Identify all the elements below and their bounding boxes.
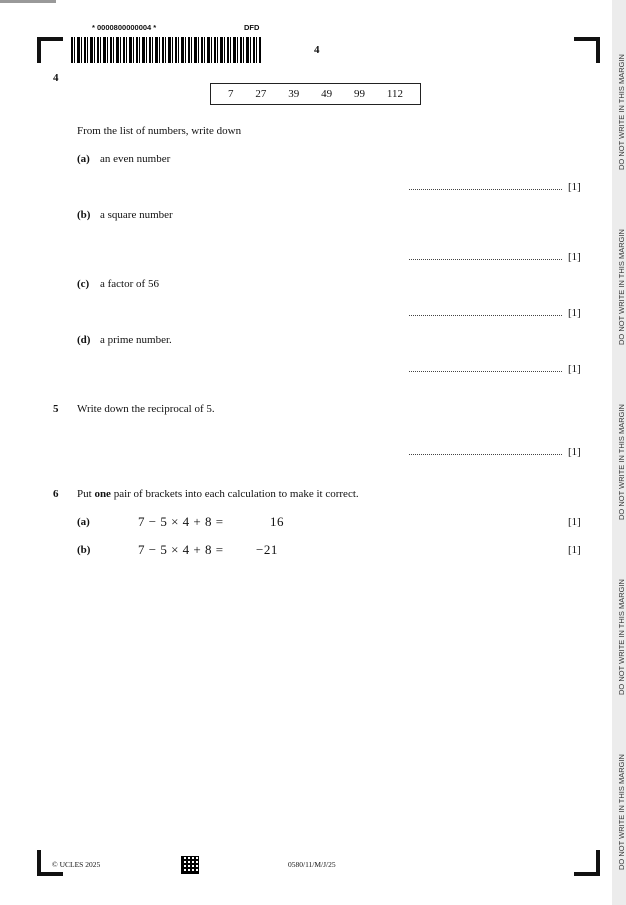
mark-4b: [1] bbox=[568, 251, 581, 263]
expression-6a: 7 − 5 × 4 + 8 = bbox=[138, 514, 224, 529]
mark-6a: [1] bbox=[568, 516, 581, 528]
copyright: © UCLES 2025 bbox=[52, 860, 101, 869]
result-6b: −21 bbox=[256, 542, 278, 557]
qr-code-image bbox=[182, 857, 198, 873]
number-item: 39 bbox=[288, 88, 300, 100]
question4-intro: From the list of numbers, write down bbox=[77, 125, 242, 137]
barcode-image bbox=[71, 37, 261, 63]
result-6a: 16 bbox=[270, 514, 284, 529]
barcode-code: DFD bbox=[244, 23, 260, 32]
paper-code: 0580/11/M/J/25 bbox=[288, 860, 336, 869]
margin-warning-4: DO NOT WRITE IN THIS MARGIN bbox=[617, 579, 626, 695]
part-label-6a: (a) bbox=[77, 516, 90, 528]
mark-4c: [1] bbox=[568, 307, 581, 319]
page-number-left: 4 bbox=[53, 72, 59, 84]
answer-line-4a[interactable] bbox=[409, 189, 562, 190]
number-item: 49 bbox=[321, 88, 333, 100]
part-label-4a: (a) bbox=[77, 153, 90, 165]
part-label-4c: (c) bbox=[77, 278, 90, 290]
mark-4a: [1] bbox=[568, 181, 581, 193]
answer-line-4d[interactable] bbox=[409, 371, 562, 372]
answer-line-4b[interactable] bbox=[409, 259, 562, 260]
question6-text-bold: one bbox=[94, 488, 111, 500]
question6-text bbox=[77, 488, 359, 500]
number-list-box bbox=[210, 83, 421, 105]
mark-6b: [1] bbox=[568, 544, 581, 556]
question5-number: 5 bbox=[53, 403, 59, 415]
margin-warning-2: DO NOT WRITE IN THIS MARGIN bbox=[617, 229, 626, 345]
number-item: 112 bbox=[386, 88, 403, 100]
corner-mark-top-right bbox=[574, 37, 600, 63]
question5-text: Write down the reciprocal of 5. bbox=[77, 403, 215, 415]
margin-warning-5: DO NOT WRITE IN THIS MARGIN bbox=[617, 754, 626, 870]
part-label-4d: (d) bbox=[77, 334, 91, 346]
barcode-number: * 0000800000004 * bbox=[92, 23, 157, 32]
part-text-4d: a prime number. bbox=[100, 334, 172, 346]
answer-line-4c[interactable] bbox=[409, 315, 562, 316]
part-text-4c: a factor of 56 bbox=[100, 278, 159, 290]
corner-mark-bottom-right bbox=[574, 850, 600, 876]
part-text-4a: an even number bbox=[100, 153, 171, 165]
question6-text-before: Put bbox=[77, 488, 95, 500]
part-text-4b: a square number bbox=[100, 209, 173, 221]
corner-mark-top-left bbox=[37, 37, 63, 63]
page-number: 4 bbox=[314, 44, 320, 56]
top-edge-mark bbox=[0, 0, 56, 3]
part-label-6b: (b) bbox=[77, 544, 91, 556]
question6-text-after: pair of brackets into each calculation to make it correct. bbox=[110, 488, 359, 500]
margin-warning-3: DO NOT WRITE IN THIS MARGIN bbox=[617, 404, 626, 520]
margin-warning-1: DO NOT WRITE IN THIS MARGIN bbox=[617, 54, 626, 170]
question6-number: 6 bbox=[53, 488, 59, 500]
answer-line-5[interactable] bbox=[409, 454, 562, 455]
expression-6b: 7 − 5 × 4 + 8 = bbox=[138, 542, 224, 557]
number-item: 99 bbox=[354, 88, 365, 100]
mark-5: [1] bbox=[568, 446, 581, 458]
number-item: 27 bbox=[255, 88, 267, 100]
number-item: 7 bbox=[227, 88, 234, 100]
mark-4d: [1] bbox=[568, 363, 581, 375]
part-label-4b: (b) bbox=[77, 209, 91, 221]
